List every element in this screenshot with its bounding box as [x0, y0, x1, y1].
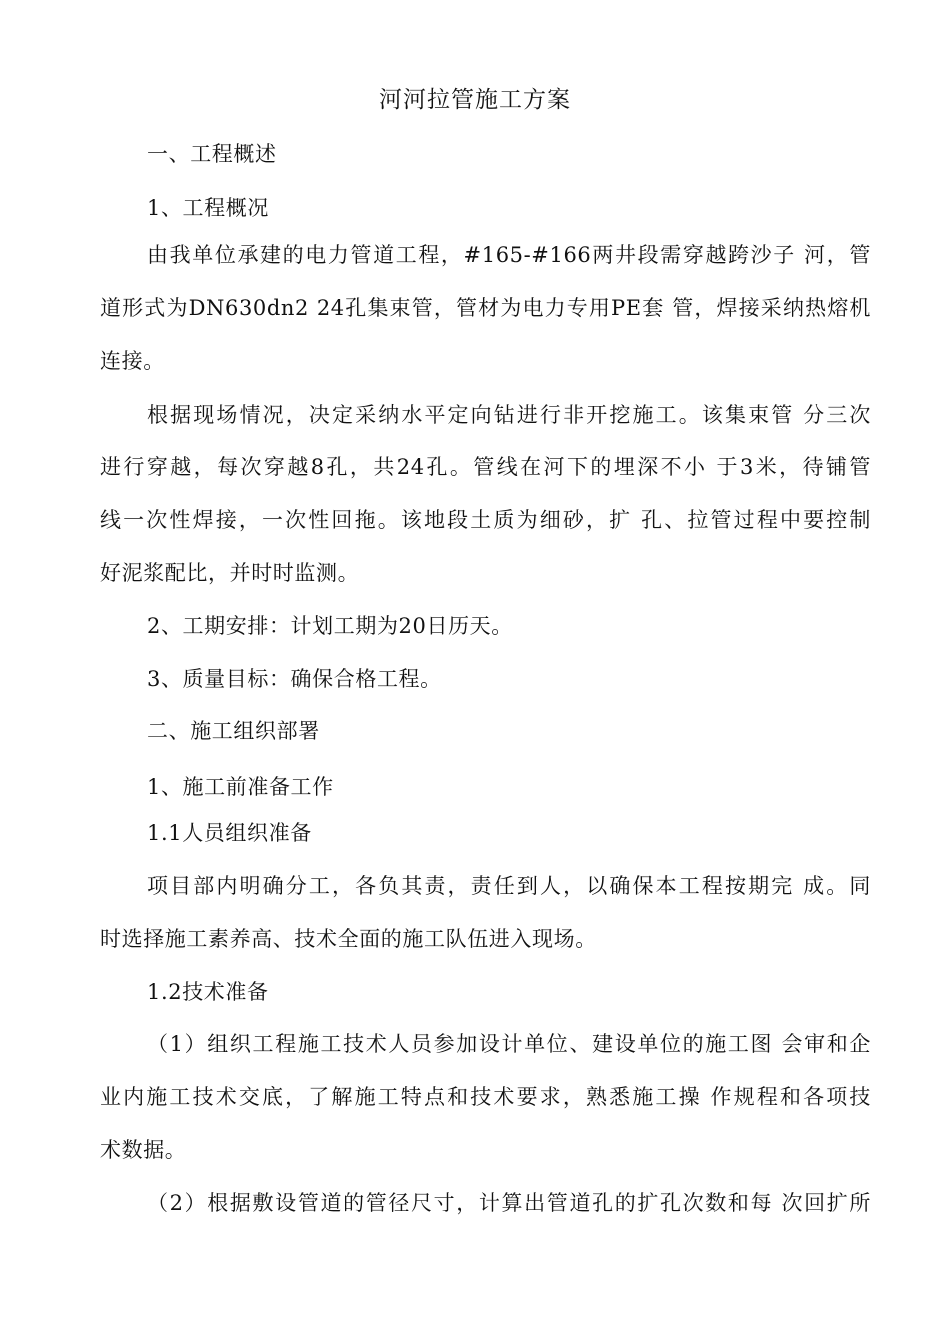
paragraph-line: 根据现场情况，决定采纳水平定向钻进行非开挖施工。该集束管 分三次 — [147, 403, 871, 427]
paragraph-line: 好泥浆配比，并时时监测。 — [100, 561, 360, 585]
paragraph-line: 术数据。 — [100, 1138, 187, 1162]
paragraph-line: （1）组织工程施工技术人员参加设计单位、建设单位的施工图 会审和企 — [147, 1032, 871, 1056]
subheading-preparation: 1、施工前准备工作 — [147, 775, 334, 799]
subheading-personnel: 1.1人员组织准备 — [147, 821, 312, 845]
paragraph-line: 由我单位承建的电力管道工程，#165-#166两井段需穿越跨沙子 河，管 — [147, 243, 871, 267]
paragraph-line: （2）根据敷设管道的管径尺寸，计算出管道孔的扩孔次数和每 次回扩所 — [147, 1191, 871, 1215]
section-heading-organization: 二、施工组织部署 — [147, 719, 320, 743]
schedule-line: 2、工期安排：计划工期为20日历天。 — [147, 614, 513, 638]
subheading-project-status: 1、工程概况 — [147, 196, 269, 220]
subheading-technical: 1.2技术准备 — [147, 980, 269, 1004]
quality-target-line: 3、质量目标：确保合格工程。 — [147, 667, 442, 691]
paragraph-line: 时选择施工素养高、技术全面的施工队伍进入现场。 — [100, 927, 597, 951]
section-heading-overview: 一、工程概述 — [147, 142, 277, 166]
paragraph-line: 进行穿越，每次穿越8孔，共24孔。管线在河下的埋深不小 于3米，待铺管 — [100, 455, 871, 479]
document-title: 河河拉管施工方案 — [379, 87, 571, 113]
paragraph-line: 道形式为DN630dn2 24孔集束管，管材为电力专用PE套 管，焊接采纳热熔机 — [100, 296, 871, 320]
paragraph-line: 业内施工技术交底，了解施工特点和技术要求，熟悉施工操 作规程和各项技 — [100, 1085, 871, 1109]
paragraph-line: 线一次性焊接，一次性回拖。该地段土质为细砂，扩 孔、拉管过程中要控制 — [100, 508, 871, 532]
paragraph-line: 项目部内明确分工，各负其责，责任到人，以确保本工程按期完 成。同 — [147, 874, 871, 898]
paragraph-line: 连接。 — [100, 349, 165, 373]
